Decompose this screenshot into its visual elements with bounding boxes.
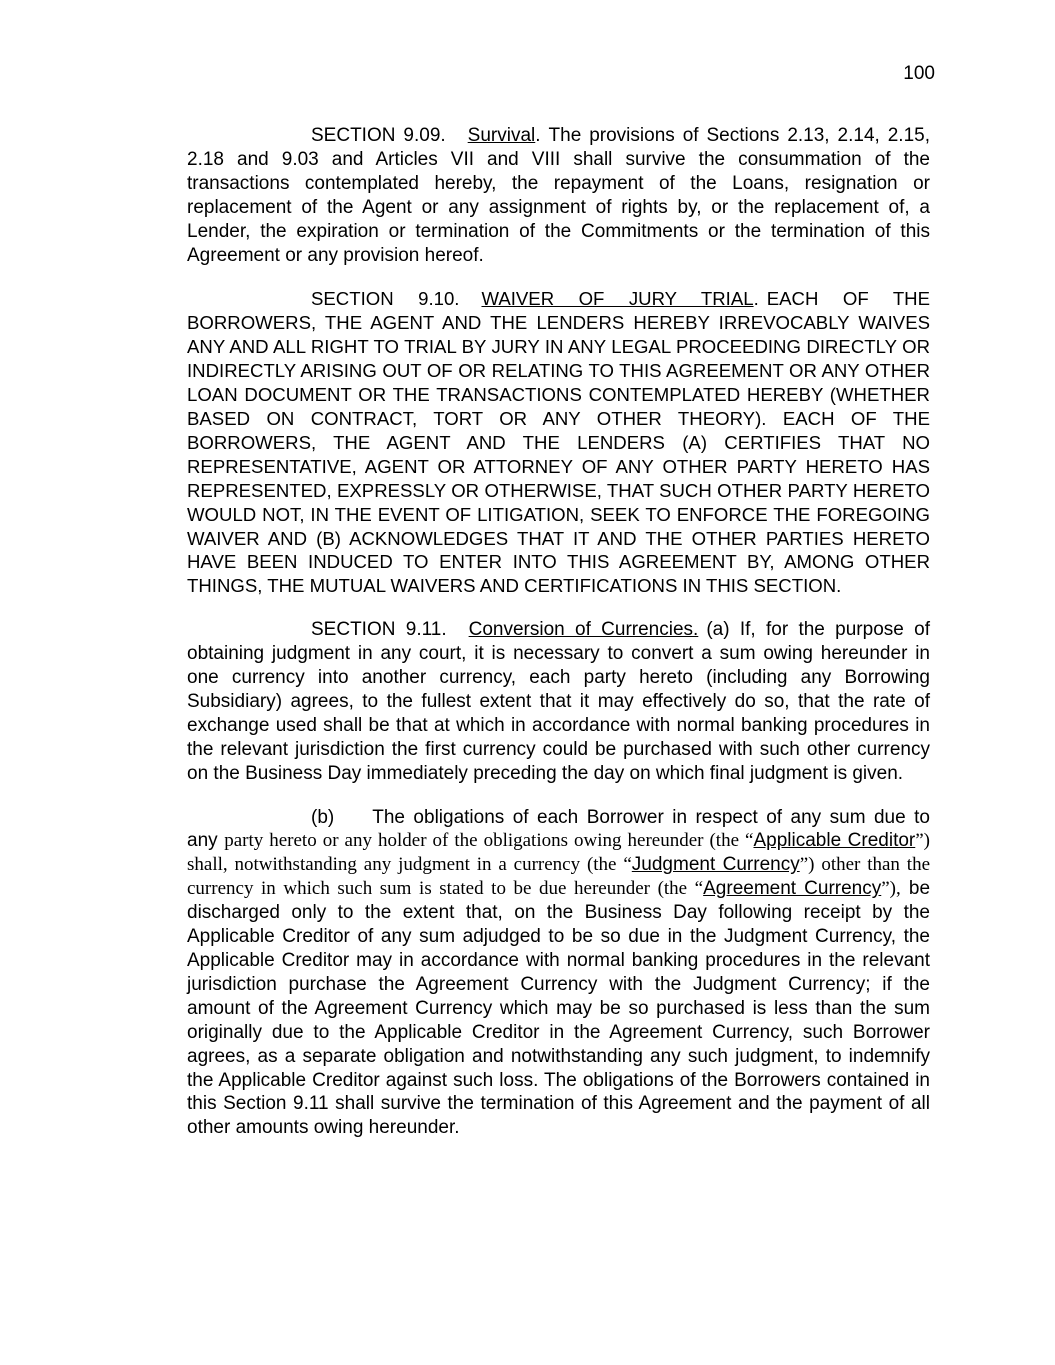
section-number: SECTION 9.10.	[311, 288, 460, 310]
section-9-11	[187, 618, 930, 785]
subsection-b: (b) The obligations of each Borrower in respect of any sum due to any party hereto or any holder of the obligations owing hereunder (the “Applicable Creditor”) shall, notwithstanding any judgment in a currency (the “Judgment Currency”) other than the currency in which such sum is stated to be due hereunder (the “Agreement Currency”), be discharged only to the extent that, on the Business Day following receipt by the Applicable Creditor of any sum adjudged to be so due in the Judgment Currency, the Applicable Creditor may in accordance with normal banking procedures in the relevant jurisdiction purchase the Agreement Currency with the Judgment Currency; if the amount of the Agreement Currency which may be so purchased is less than the sum originally due to the Applicable Creditor in the Agreement Currency, such Borrower agrees, as a separate obligation and notwithstanding any such judgment, to indemnify the Applicable Creditor against such loss. The obligations of the Borrowers contained in this Section 9.11 shall survive the termination of this Agreement and the payment of all other amounts owing hereunder.	[187, 806, 931, 1139]
section-title: Survival	[467, 125, 536, 146]
section-9-09: SECTION 9.09. Survival. The provisions of Sections 2.13, 2.14, 2.15, 2.18 and 9.03 and Articles VII and VIII shall survive the consummation of the transactions contemplated hereby, the repayment of the Loans, resignation or replacement of the Agent or any assignment of rights by, or the replacement of, a Lender, the expiration or termination of the Commitments or the termination of this Agreement or any provision hereof.	[187, 125, 930, 266]
section-number: SECTION 9.11.	[311, 619, 447, 641]
subsection-label: (b)	[311, 806, 335, 828]
document-body	[187, 124, 930, 1160]
subsection-text: be discharged only to the extent that, on the Business Day following receipt by the Applicable Creditor of any sum adjudged to be so due in the Judgment Currency, the Applicable Creditor may in accordance with normal banking procedures in the relevant jurisdiction purchase the Agreement Currency with the Judgment Currency; if the amount of the Agreement Currency which may be so purchased is less than the sum originally due to the Applicable Creditor in the Agreement Currency, such Borrower agrees, as a separate obligation and notwithstanding any such judgment, to indemnify the Applicable Creditor against such loss. The obligations of the Borrowers contained in this Section 9.11 shall survive the termination of this Agreement and the payment of all other amounts owing hereunder.	[187, 878, 931, 1139]
page-number: 100	[903, 63, 935, 84]
subsection-lead: The obligations of each Borrower in respect of any sum due to any	[187, 806, 930, 852]
defined-term-applicable-creditor: Applicable Creditor	[753, 830, 916, 852]
section-text: The provisions of Sections 2.13, 2.14, 2.15, 2.18 and 9.03 and Articles VII and VIII shall survive the consummation of the transactions contemplated hereby, the repayment of the Loans, resignation or replacement of the Agent or any assignment of rights by, or the replacement of, a Lender, the expiration or termination of the Commitments or the termination of this Agreement or any provision hereof.	[187, 125, 930, 266]
defined-term-judgment-currency: Judgment Currency	[631, 854, 800, 876]
section-number: SECTION 9.09.	[311, 125, 446, 146]
section-title: WAIVER OF JURY TRIAL	[481, 288, 754, 310]
section-9-10: SECTION 9.10. WAIVER OF JURY TRIAL. EACH OF THE BORROWERS, THE AGENT AND THE LENDERS HEREBY IRREVOCABLY WAIVES ANY AND ALL RIGHT TO TRIAL BY JURY IN ANY LEGAL PROCEEDING DIRECTLY OR INDIRECTLY ARISING OUT OF OR RELATING TO THIS AGREEMENT OR ANY OTHER LOAN DOCUMENT OR THE TRANSACTIONS CONTEMPLATED HEREBY (WHETHER BASED ON CONTRACT, TORT OR ANY OTHER THEORY). EACH OF THE BORROWERS, THE AGENT AND THE LENDERS (A) CERTIFIES THAT NO REPRESENTATIVE, AGENT OR ATTORNEY OF ANY OTHER PARTY HERETO HAS REPRESENTED, EXPRESSLY OR OTHERWISE, THAT SUCH OTHER PARTY HERETO WOULD NOT, IN THE EVENT OF LITIGATION, SEEK TO ENFORCE THE FOREGOING WAIVER AND (B) ACKNOWLEDGES THAT IT AND THE OTHER PARTIES HERETO HAVE BEEN INDUCED TO ENTER INTO THIS AGREEMENT BY, AMONG OTHER THINGS, THE MUTUAL WAIVERS AND CERTIFICATIONS IN THIS SECTION.	[187, 288, 931, 597]
section-text: EACH OF THE BORROWERS, THE AGENT AND THE LENDERS HEREBY IRREVOCABLY WAIVES ANY AND ALL RIGHT TO TRIAL BY JURY IN ANY LEGAL PROCEEDING DIRECTLY OR INDIRECTLY ARISING OUT OF OR RELATING TO THIS AGREEMENT OR ANY OTHER LOAN DOCUMENT OR THE TRANSACTIONS CONTEMPLATED HEREBY (WHETHER BASED ON CONTRACT, TORT OR ANY OTHER THEORY). EACH OF THE BORROWERS, THE AGENT AND THE LENDERS (A) CERTIFIES THAT NO REPRESENTATIVE, AGENT OR ATTORNEY OF ANY OTHER PARTY HERETO HAS REPRESENTED, EXPRESSLY OR OTHERWISE, THAT SUCH OTHER PARTY HERETO WOULD NOT, IN THE EVENT OF LITIGATION, SEEK TO ENFORCE THE FOREGOING WAIVER AND (B) ACKNOWLEDGES THAT IT AND THE OTHER PARTIES HERETO HAVE BEEN INDUCED TO ENTER INTO THIS AGREEMENT BY, AMONG OTHER THINGS, THE MUTUAL WAIVERS AND CERTIFICATIONS IN THIS SECTION.	[187, 288, 931, 597]
defined-term-agreement-currency: Agreement Currency	[703, 878, 882, 900]
section-title: Conversion of Currencies.	[468, 619, 699, 641]
section-text: (a) If, for the purpose of obtaining judgment in any court, it is necessary to convert a sum owing hereunder in one currency into another currency, each party hereto (including any Borrowing Subsidiary) agrees, to the fullest extent that it may effectively do so, that the rate of exchange used shall be that at which in accordance with normal banking procedures in the relevant jurisdiction the first currency could be purchased with such other currency on the Business Day immediately preceding the day on which final judgment is given.	[187, 619, 930, 784]
